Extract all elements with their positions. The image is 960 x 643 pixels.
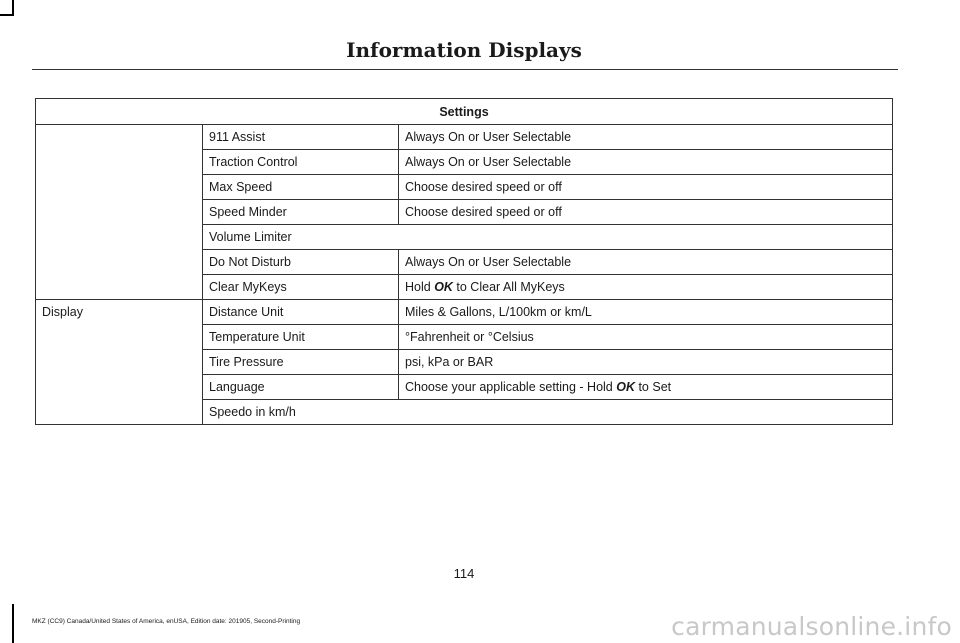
edition-footer: MKZ (CC9) Canada/United States of America, enUSA, Edition date: 201905, Second-Printing [32,618,301,625]
group-label-display: Display [36,300,203,425]
ok-button-label: OK [434,280,453,294]
setting-name: 911 Assist [203,125,399,150]
setting-name: Language [203,375,399,400]
setting-name: Tire Pressure [203,350,399,375]
setting-name: Max Speed [203,175,399,200]
value-text: Choose your applicable setting - Hold [405,380,617,394]
table-row [36,300,893,325]
page-number: 114 [453,566,475,581]
setting-value: Always On or User Selectable [399,150,893,175]
value-text: to Set [634,380,672,394]
setting-name: Speedo in km/h [203,400,893,425]
setting-value: Always On or User Selectable [399,125,893,150]
value-text: to Clear All MyKeys [452,280,565,294]
setting-value [399,275,893,300]
group-label-empty [36,125,203,300]
setting-name: Clear MyKeys [203,275,399,300]
crop-mark-bottom-left-vertical [12,604,14,643]
ok-button-label: OK [616,380,635,394]
setting-value: Choose desired speed or off [399,175,893,200]
table-title-row [36,99,893,125]
watermark-logo: carmanualsonline.info [671,612,952,641]
setting-name: Do Not Disturb [203,250,399,275]
setting-name: Temperature Unit [203,325,399,350]
setting-name: Traction Control [203,150,399,175]
setting-value [399,375,893,400]
setting-value: Choose desired speed or off [399,200,893,225]
table-row [36,125,893,150]
page-title: Information Displays [346,38,582,62]
setting-value: °Fahrenheit or °Celsius [399,325,893,350]
value-text: Hold [405,280,435,294]
setting-name: Distance Unit [203,300,399,325]
header-divider [32,69,898,70]
setting-value: Always On or User Selectable [399,250,893,275]
crop-mark-top-left-horizontal [0,14,14,16]
setting-name: Volume Limiter [203,225,893,250]
setting-value: Miles & Gallons, L/100km or km/L [399,300,893,325]
table-title: Settings [36,99,893,125]
settings-table [35,98,893,425]
setting-value: psi, kPa or BAR [399,350,893,375]
crop-mark-top-left-vertical [12,0,14,14]
setting-name: Speed Minder [203,200,399,225]
